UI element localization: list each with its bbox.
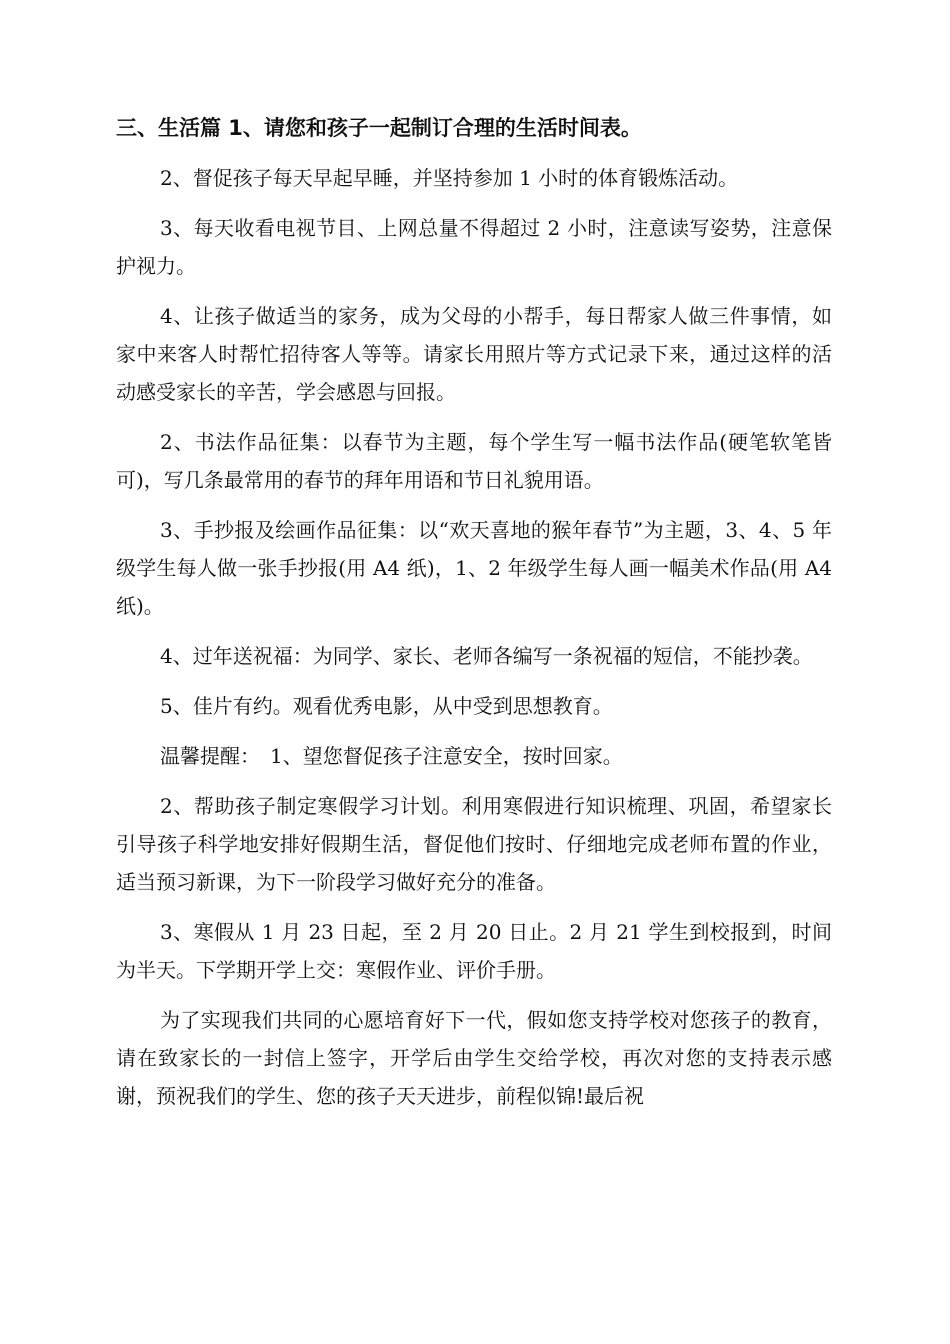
paragraph-exercise: 2、督促孩子每天早起早睡，并坚持参加 1 小时的体育锻炼活动。 bbox=[160, 166, 739, 190]
paragraph-calligraphy: 2、书法作品征集：以春节为主题，每个学生写一幅书法作品(硬笔软笔皆可)，写几条最常用的春节的拜年用语和节日礼貌用语。 bbox=[116, 430, 832, 492]
paragraph-study-plan: 2、帮助孩子制定寒假学习计划。利用寒假进行知识梳理、巩固，希望家长引导孩子科学地安排好假期生活，督促他们按时、仔细地完成老师布置的作业，适当预习新课，为下一阶段学习做好充分的准备。 bbox=[116, 794, 832, 894]
paragraph-schedule: 3、寒假从 1 月 23 日起，至 2 月 20 日止。2 月 21 学生到校报到，时间为半天。下学期开学上交：寒假作业、评价手册。 bbox=[116, 920, 832, 982]
document-body bbox=[116, 109, 832, 1127]
paragraph-handwritten-newspaper: 3、手抄报及绘画作品征集：以“欢天喜地的猴年春节”为主题，3、4、5 年级学生每人做一张手抄报(用 A4 纸)，1、2 年级学生每人画一幅美术作品(用 A4 纸)。 bbox=[116, 518, 832, 618]
paragraph-reminder-safety: 温馨提醒： 1、望您督促孩子注意安全，按时回家。 bbox=[160, 744, 623, 768]
paragraph-closing: 为了实现我们共同的心愿培育好下一代，假如您支持学校对您孩子的教育，请在致家长的一封信上签字，开学后由学生交给学校，再次对您的支持表示感谢，预祝我们的学生、您的孩子天天进步，前程似锦!最后祝 bbox=[116, 1008, 832, 1108]
paragraph-movies: 5、佳片有约。观看优秀电影，从中受到思想教育。 bbox=[160, 694, 613, 718]
paragraph-screen-time: 3、每天收看电视节目、上网总量不得超过 2 小时，注意读写姿势，注意保护视力。 bbox=[116, 216, 832, 278]
paragraph-housework: 4、让孩子做适当的家务，成为父母的小帮手，每日帮家人做三件事情，如家中来客人时帮忙招待客人等等。请家长用照片等方式记录下来，通过这样的活动感受家长的辛苦，学会感恩与回报。 bbox=[116, 304, 832, 404]
section-heading: 三、生活篇 1、请您和孩子一起制订合理的生活时间表。 bbox=[116, 116, 642, 140]
paragraph-greetings: 4、过年送祝福：为同学、家长、老师各编写一条祝福的短信，不能抄袭。 bbox=[160, 644, 813, 668]
